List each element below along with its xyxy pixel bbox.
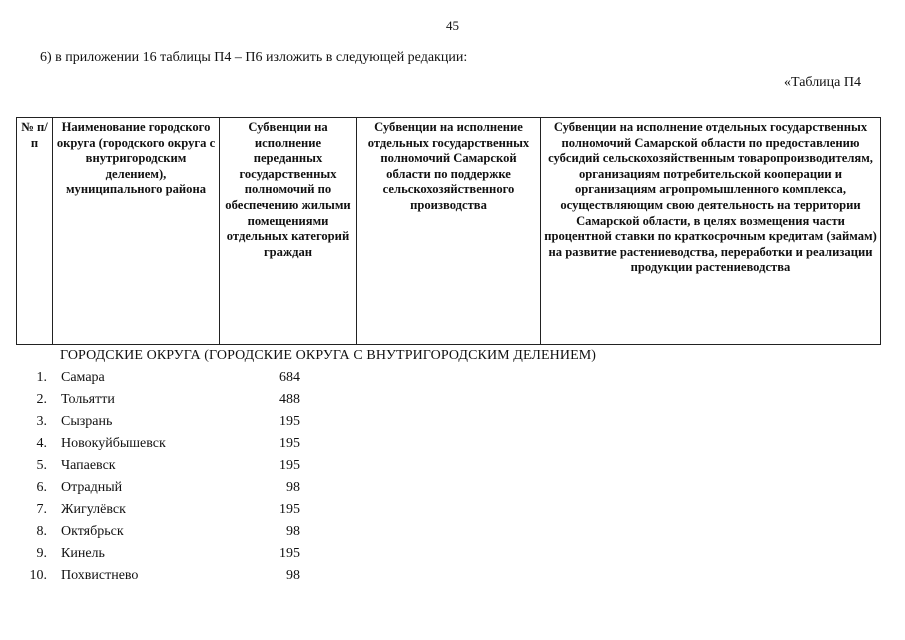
row-number: 2. [36, 392, 47, 407]
row-name: Похвистнево [61, 568, 139, 583]
row-value: 488 [279, 392, 300, 407]
row-number: 4. [36, 436, 47, 451]
row-name: Отрадный [61, 480, 123, 495]
row-number: 7. [36, 502, 47, 517]
row-name: Чапаевск [61, 458, 116, 473]
header-table [16, 117, 881, 345]
row-name: Кинель [61, 546, 105, 561]
table-row [0, 546, 905, 568]
row-value: 195 [279, 502, 300, 517]
table-row [0, 436, 905, 458]
row-name: Самара [61, 370, 105, 385]
row-value: 684 [279, 370, 300, 385]
row-value: 98 [286, 524, 300, 539]
row-number: 3. [36, 414, 47, 429]
table-row [0, 392, 905, 414]
table-row [0, 568, 905, 590]
page-number: 45 [446, 18, 459, 33]
row-value: 195 [279, 546, 300, 561]
table-caption: «Таблица П4 [784, 75, 861, 90]
section-title: ГОРОДСКИЕ ОКРУГА (ГОРОДСКИЕ ОКРУГА С ВНУТРИГОРОДСКИМ ДЕЛЕНИЕМ) [60, 348, 597, 363]
table-row [0, 524, 905, 546]
header-row [17, 118, 881, 345]
row-value: 98 [286, 480, 300, 495]
intro-paragraph: 6) в приложении 16 таблицы П4 – П6 изложить в следующей редакции: [40, 50, 468, 65]
row-number: 10. [29, 568, 47, 583]
row-number: 6. [36, 480, 47, 495]
row-value: 195 [279, 436, 300, 451]
row-name: Тольятти [61, 392, 115, 407]
row-name: Жигулёвск [61, 502, 126, 517]
row-name: Новокуйбышевск [61, 436, 166, 451]
row-number: 9. [36, 546, 47, 561]
table-row [0, 370, 905, 392]
table-row [0, 480, 905, 502]
row-number: 1. [36, 370, 47, 385]
table-row [0, 458, 905, 480]
header-number: № п/п [17, 118, 53, 345]
table-row [0, 502, 905, 524]
row-number: 8. [36, 524, 47, 539]
row-number: 5. [36, 458, 47, 473]
row-name: Октябрьск [61, 524, 124, 539]
header-agriculture-subvention: Субвенции на исполнение отдельных государственных полномочий Самарской области по поддержке сельскохозяйственного производства [357, 118, 541, 345]
row-value: 195 [279, 458, 300, 473]
row-name: Сызрань [61, 414, 113, 429]
header-housing-subvention: Субвенции на исполнение переданных государственных полномочий по обеспечению жилыми помещениями отдельных категорий граждан [220, 118, 357, 345]
row-value: 98 [286, 568, 300, 583]
header-municipality-name: Наименование городского округа (городского округа с внутригородским делением), муниципального района [53, 118, 220, 345]
row-value: 195 [279, 414, 300, 429]
header-interest-subsidy: Субвенции на исполнение отдельных государственных полномочий Самарской области по предоставлению субсидий сельскохозяйственным товаропроизводителям, организациям потребительской кооперации и организациям агропромышленного комплекса, осуществляющим свою деятельность на территории Самарской области, в целях возмещения части процентной ставки по краткосрочным кредитам (займам) на развитие растениеводства, переработки и реализации продукции растениеводства [541, 118, 881, 345]
table-row [0, 414, 905, 436]
